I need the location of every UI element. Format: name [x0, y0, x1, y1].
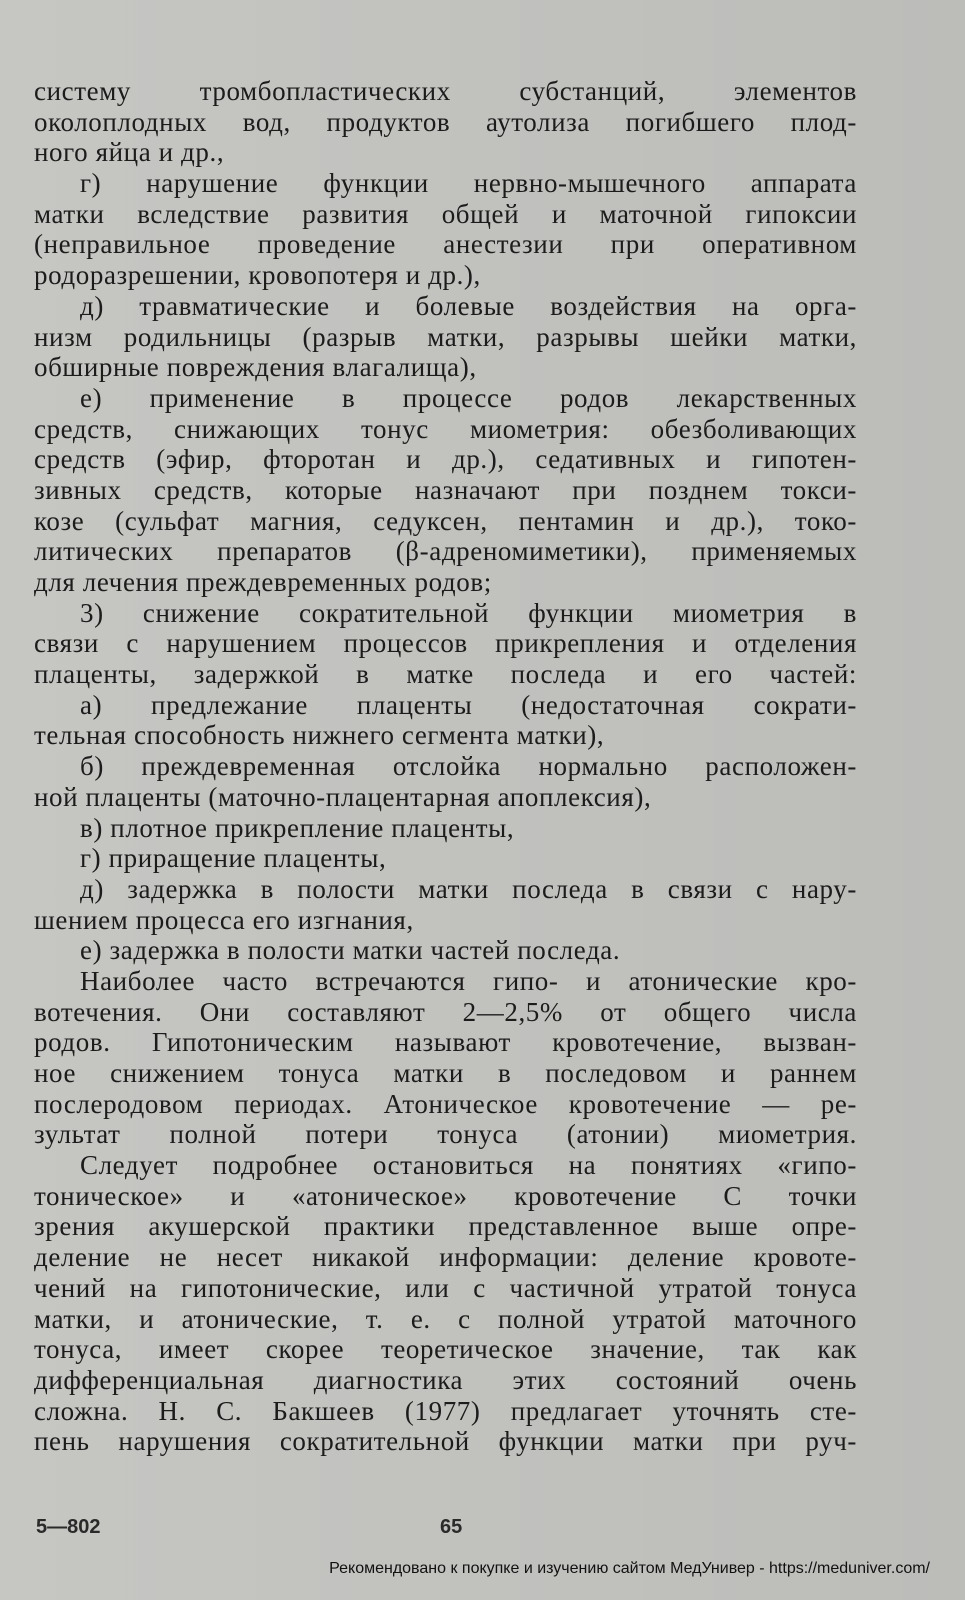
- text-line: сложна. Н. С. Бакшеев (1977) предлагает уточнять сте-: [34, 1395, 857, 1426]
- text-line: средств (эфир, фторотан и др.), седативных и гипотен-: [34, 444, 857, 475]
- text-line: в) плотное прикрепление плаценты,: [80, 812, 515, 843]
- text-line: Наиболее часто встречаются гипо- и атонические кро-: [80, 965, 857, 996]
- text-line: систему тромбопластических субстанций, элементов: [34, 76, 857, 106]
- text-line: тоническое» и «атоническое» кровотечение С точки: [34, 1180, 857, 1211]
- text-line: б) преждевременная отслойка нормально расположен-: [80, 751, 857, 782]
- text-line: пень нарушения сократительной функции матки при руч-: [34, 1426, 857, 1457]
- printer-signature: 5—802: [36, 1516, 101, 1538]
- text-line: матки, и атонические, т. е. с полной утратой маточного: [34, 1303, 857, 1334]
- text-line: ного яйца и др.,: [34, 137, 225, 168]
- text-line: околоплодных вод, продуктов аутолиза погибшего плод-: [34, 106, 857, 137]
- text-line: 3) снижение сократительной функции миометрия в: [80, 597, 857, 628]
- text-line: средств, снижающих тонус миометрия: обезболивающих: [34, 413, 857, 444]
- text-line: а) предлежание плаценты (недостаточная сократи-: [80, 689, 857, 720]
- text-line: д) задержка в полости матки последа в связи с нару-: [80, 873, 857, 904]
- page-number: 65: [440, 1516, 463, 1538]
- text-line: Следует подробнее остановиться на понятиях «гипо-: [80, 1150, 857, 1181]
- text-line: зрения акушерской практики представленное выше опре-: [34, 1211, 857, 1242]
- text-line: для лечения преждевременных родов;: [34, 567, 492, 597]
- text-line: козе (сульфат магния, седуксен, пентамин и др.), токо-: [34, 505, 857, 536]
- text-line: д) травматические и болевые воздействия на орга-: [80, 290, 857, 321]
- text-line: родов. Гипотоническим называют кровотечение, вызван-: [34, 1027, 857, 1058]
- text-line: послеродовом периодах. Атоническое кровотечение — ре-: [34, 1088, 857, 1119]
- text-line: низм родильницы (разрыв матки, разрывы шейки матки,: [34, 321, 857, 352]
- text-line: г) нарушение функции нервно-мышечного аппарата: [80, 168, 857, 199]
- text-line: ное снижением тонуса матки в последовом и раннем: [34, 1058, 857, 1088]
- text-line: связи с нарушением процессов прикрепления и отделения: [34, 628, 857, 659]
- text-line: матки вследствие развития общей и маточной гипоксии: [34, 198, 857, 229]
- text-line: зивных средств, которые назначают при позднем токси-: [34, 474, 857, 505]
- text-line: е) применение в процессе родов лекарственных: [80, 382, 857, 413]
- text-line: е) задержка в полости матки частей последа.: [80, 935, 621, 966]
- text-line: ной плаценты (маточно-плацентарная апоплексия),: [34, 781, 652, 812]
- text-line: родоразрешении, кровопотеря и др.),: [34, 260, 481, 291]
- site-credit: Рекомендовано к покупке и изучению сайтом МедУнивер - https://meduniver.com/: [329, 1560, 930, 1577]
- text-line: (неправильное проведение анестезии при оперативном: [34, 229, 857, 260]
- text-line: литических препаратов (β-адреномиметики), применяемых: [34, 536, 857, 567]
- text-line: дифференциальная диагностика этих состояний очень: [34, 1364, 857, 1395]
- text-line: тельная способность нижнего сегмента матки),: [34, 720, 605, 751]
- text-line: деление не несет никакой информации: деление кровоте-: [34, 1242, 857, 1273]
- text-line: тонуса, имеет скорее теоретическое значение, так как: [34, 1334, 857, 1365]
- text-line: г) приращение плаценты,: [80, 843, 387, 874]
- text-line: чений на гипотонические, или с частичной утратой тонуса: [34, 1272, 857, 1303]
- text-line: обширные повреждения влагалища),: [34, 352, 477, 383]
- text-line: вотечения. Они составляют 2—2,5% от общего числа: [34, 996, 857, 1027]
- page-body: [34, 76, 857, 1457]
- text-line: плаценты, задержкой в матке последа и его частей:: [34, 659, 857, 690]
- text-line: шением процесса его изгнания,: [34, 904, 414, 935]
- text-line: зультат полной потери тонуса (атонии) миометрия.: [34, 1119, 857, 1150]
